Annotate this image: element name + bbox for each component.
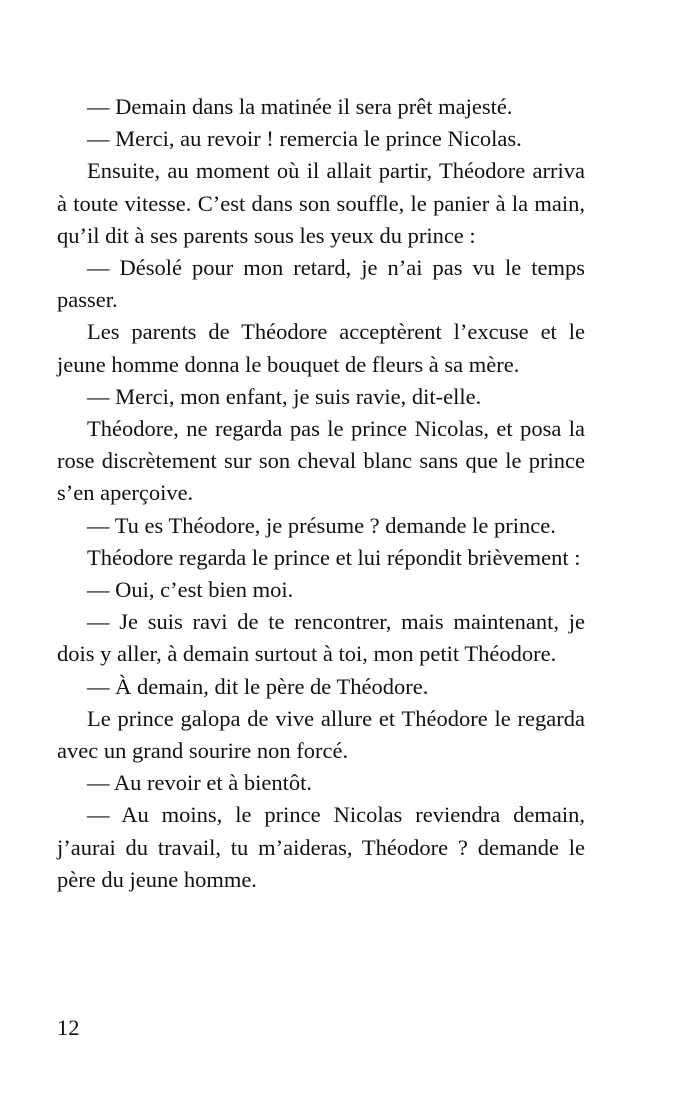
paragraph: Ensuite, au moment où il allait partir, Théodore arriva à toute vitesse. C’est dans son souffle, le panier à la main, qu’il dit à ses parents sous les yeux du prince : [57,158,585,248]
paragraph: — Oui, c’est bien moi. [87,577,294,603]
paragraph: — Au moins, le prince Nicolas reviendra demain, j’aurai du travail, tu m’aideras, Théodore ? demande le père du jeune homme. [57,802,585,892]
paragraph: Le prince galopa de vive allure et Théodore le regarda avec un grand sourire non forcé. [57,705,585,764]
paragraph: — Tu es Théodore, je présume ? demande le prince. [87,512,556,538]
paragraph: — Au revoir et à bientôt. [87,770,312,796]
paragraph: — Merci, mon enfant, je suis ravie, dit-elle. [87,383,482,409]
paragraph: Théodore regarda le prince et lui répondit brièvement : [87,544,581,570]
paragraph: — Demain dans la matinée il sera prêt majesté. [87,94,513,119]
body-text [57,91,585,896]
paragraph: Théodore, ne regarda pas le prince Nicolas, et posa la rose discrètement sur son cheval blanc sans que le prince s’en aperçoive. [57,416,585,506]
paragraph: — Merci, au revoir ! remercia le prince Nicolas. [87,126,522,152]
paragraph: — À demain, dit le père de Théodore. [87,673,429,699]
page-number: 12 [57,1015,80,1040]
paragraph: — Je suis ravi de te rencontrer, mais maintenant, je dois y aller, à demain surtout à toi, mon petit Théodore. [57,609,585,667]
paragraph: Les parents de Théodore acceptèrent l’excuse et le jeune homme donna le bouquet de fleurs à sa mère. [57,319,585,377]
paragraph: — Désolé pour mon retard, je n’ai pas vu le temps passer. [57,255,585,313]
